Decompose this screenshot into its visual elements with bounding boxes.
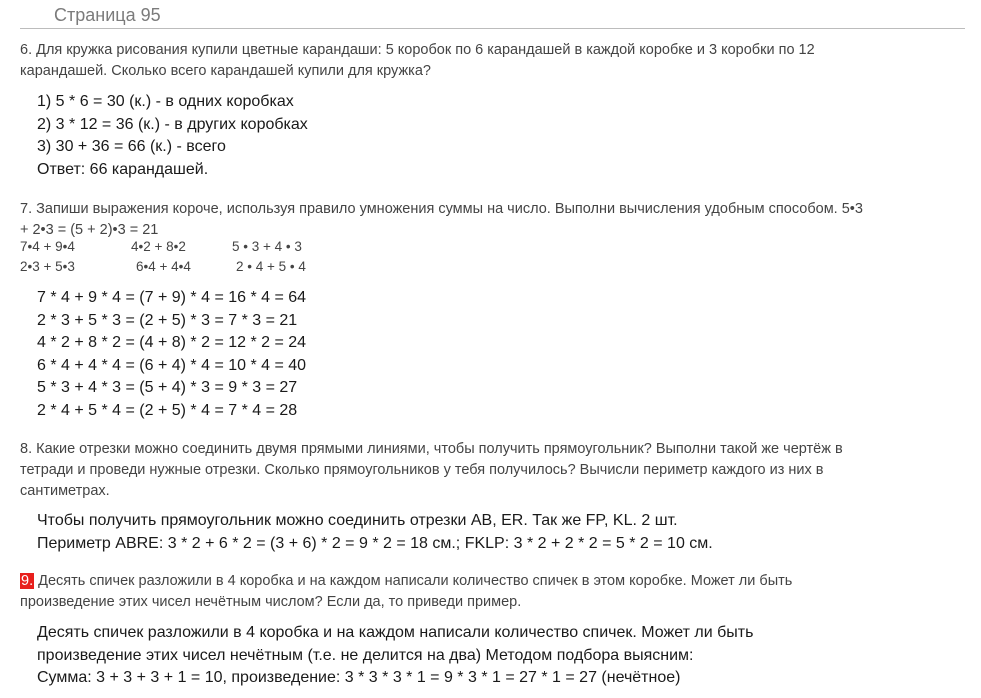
task9-answer bbox=[37, 622, 753, 690]
task7-answer-line: 2 * 4 + 5 * 4 = (2 + 5) * 4 = 7 * 4 = 28 bbox=[37, 401, 298, 419]
task9-question-line: произведение этих чисел нечётным числом? Если да, то приведи пример. bbox=[20, 594, 522, 610]
task8-question bbox=[20, 439, 843, 502]
task7-question bbox=[20, 199, 863, 241]
task7-question-line: + 2•3 = (5 + 2)•3 = 21 bbox=[20, 222, 159, 238]
page-title: Страница 95 bbox=[54, 5, 161, 25]
task7-answer bbox=[37, 287, 306, 422]
task9-question-line bbox=[20, 571, 792, 592]
task7-expression: 4•2 + 8•2 bbox=[131, 239, 186, 254]
task9-question bbox=[20, 571, 792, 613]
task9-question-text: Десять спичек разложили в 4 коробка и на каждом написали количество спичек в этом коробке. Может ли быть bbox=[34, 573, 793, 589]
task7-expression: 6•4 + 4•4 bbox=[136, 259, 191, 274]
task7-expression: 2•3 + 5•3 bbox=[20, 259, 75, 274]
task8-question-line: сантиметрах. bbox=[20, 483, 110, 499]
task6-answer-line: 2) 3 * 12 = 36 (к.) - в других коробках bbox=[37, 115, 308, 133]
task9-answer-line: Сумма: 3 + 3 + 3 + 1 = 10, произведение: 3 * 3 * 3 * 1 = 9 * 3 * 1 = 27 * 1 = 27 (нечётное) bbox=[37, 669, 681, 686]
task9-answer-line: Десять спичек разложили в 4 коробка и на каждом написали количество спичек. Может ли быть bbox=[37, 624, 754, 641]
task7-answer-line: 6 * 4 + 4 * 4 = (6 + 4) * 4 = 10 * 4 = 40 bbox=[37, 356, 307, 374]
task6-answer-line: Ответ: 66 карандашей. bbox=[37, 160, 209, 178]
task6-answer bbox=[37, 91, 308, 181]
task6-question bbox=[20, 40, 815, 82]
task8-answer-line: Чтобы получить прямоугольник можно соединить отрезки AB, ER. Так же FP, KL. 2 шт. bbox=[37, 512, 678, 529]
task7-expression: 7•4 + 9•4 bbox=[20, 239, 75, 254]
task7-answer-line: 4 * 2 + 8 * 2 = (4 + 8) * 2 = 12 * 2 = 24 bbox=[37, 334, 307, 351]
task8-answer bbox=[37, 510, 713, 555]
task9-number-highlight: 9. bbox=[21, 573, 34, 589]
task9-answer-line: произведение этих чисел нечётным (т.е. не делится на два) Методом подбора выясним: bbox=[37, 646, 694, 664]
task7-answer-line: 2 * 3 + 5 * 3 = (2 + 5) * 3 = 7 * 3 = 21 bbox=[37, 311, 298, 329]
task7-question-line: 7. Запиши выражения короче, используя правило умножения суммы на число. Выполни вычисления удобным способом. 5•3 bbox=[20, 201, 863, 217]
task7-expression: 2 • 4 + 5 • 4 bbox=[236, 259, 306, 274]
task7-answer-line: 7 * 4 + 9 * 4 = (7 + 9) * 4 = 16 * 4 = 64 bbox=[37, 289, 307, 306]
task8-answer-line: Периметр ABRE: 3 * 2 + 6 * 2 = (3 + 6) * 2 = 9 * 2 = 18 см.; FKLP: 3 * 2 + 2 * 2 = 5 * 2 = 10 см. bbox=[37, 534, 713, 552]
task6-answer-line: 3) 30 + 36 = 66 (к.) - всего bbox=[37, 138, 226, 155]
task6-question-line: 6. Для кружка рисования купили цветные карандаши: 5 коробок по 6 карандашей в каждой коробке и 3 коробки по 12 bbox=[20, 42, 815, 58]
page-header bbox=[20, 0, 965, 29]
task8-question-line: тетради и проведи нужные отрезки. Сколько прямоугольников у тебя получилось? Вычисли периметр каждого из них в bbox=[20, 462, 824, 478]
task6-question-line: карандашей. Сколько всего карандашей купили для кружка? bbox=[20, 63, 431, 79]
task6-answer-line: 1) 5 * 6 = 30 (к.) - в одних коробках bbox=[37, 93, 294, 110]
task8-question-line: 8. Какие отрезки можно соединить двумя прямыми линиями, чтобы получить прямоугольник? Выполни такой же чертёж в bbox=[20, 441, 843, 457]
task7-expression: 5 • 3 + 4 • 3 bbox=[232, 239, 302, 254]
task7-answer-line: 5 * 3 + 4 * 3 = (5 + 4) * 3 = 9 * 3 = 27 bbox=[37, 379, 298, 396]
